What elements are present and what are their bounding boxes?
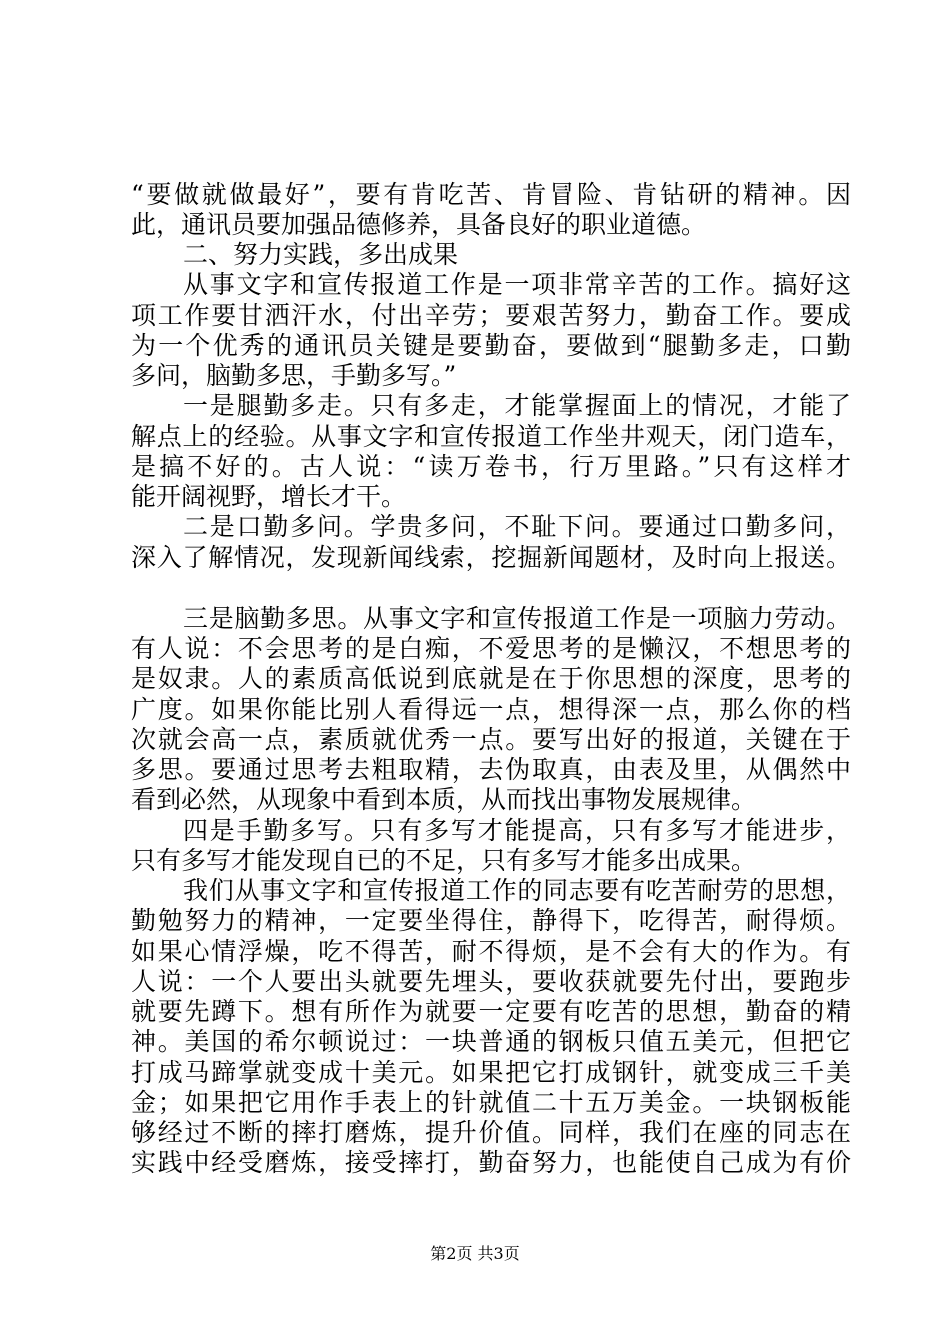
text-line: 从事文字和宣传报道工作是一项非常辛苦的工作。搞好这 — [183, 270, 851, 299]
text-line: 广度。如果你能比别人看得远一点，想得深一点，那么你的档 — [131, 695, 851, 724]
text-line: 解点上的经验。从事文字和宣传报道工作坐井观天，闭门造车， — [131, 422, 851, 451]
text-line: 实践中经受磨炼，接受摔打，勤奋努力，也能使自己成为有价 — [131, 1148, 851, 1177]
text-line: 打成马蹄掌就变成十美元。如果把它打成钢针，就变成三千美 — [131, 1058, 851, 1087]
section-heading: 二、努力实践，多出成果 — [183, 240, 459, 269]
text-line: 为一个优秀的通讯员关键是要勤奋，要做到“腿勤多走，口勤 — [131, 331, 851, 360]
text-line: 深入了解情况，发现新闻线索，挖掘新闻题材，及时向上报送。 — [131, 543, 851, 572]
text-line: 此，通讯员要加强品德修养，具备良好的职业道德。 — [131, 210, 707, 239]
text-line: 四是手勤多写。只有多写才能提高，只有多写才能进步， — [183, 816, 851, 845]
text-line: 勤勉努力的精神，一定要坐得住，静得下，吃得苦，耐得烦。 — [131, 906, 851, 935]
text-line: 三是脑勤多思。从事文字和宣传报道工作是一项脑力劳动。 — [183, 604, 851, 633]
text-line: 如果心情浮燥，吃不得苦，耐不得烦，是不会有大的作为。有 — [131, 937, 851, 966]
page-footer: 第2页 共3页 — [430, 1244, 520, 1263]
text-line: 就要先蹲下。想有所作为就要一定要有吃苦的思想，勤奋的精 — [131, 997, 851, 1026]
text-line: 项工作要甘洒汗水，付出辛劳；要艰苦努力，勤奋工作。要成 — [131, 301, 851, 330]
text-line: 神。美国的希尔顿说过：一块普通的钢板只值五美元，但把它 — [131, 1027, 851, 1056]
text-line: 看到必然，从现象中看到本质，从而找出事物发展规律。 — [131, 785, 757, 814]
text-line: 够经过不断的摔打磨炼，提升价值。同样，我们在座的同志在 — [131, 1118, 851, 1147]
text-line: 多思。要通过思考去粗取精，去伪取真，由表及里，从偶然中 — [131, 755, 851, 784]
text-line: 只有多写才能发现自已的不足，只有多写才能多出成果。 — [131, 846, 757, 875]
text-line: 一是腿勤多走。只有多走，才能掌握面上的情况，才能了 — [183, 391, 851, 420]
text-line: “要做就做最好”，要有肯吃苦、肯冒险、肯钻研的精神。因 — [131, 180, 851, 209]
text-line: 能开阔视野，增长才干。 — [131, 482, 407, 511]
text-line: 次就会高一点，素质就优秀一点。要写出好的报道，关键在于 — [131, 725, 851, 754]
text-line: 二是口勤多问。学贵多问，不耻下问。要通过口勤多问， — [183, 512, 851, 541]
text-line: 多问，脑勤多思，手勤多写。” — [131, 361, 457, 390]
text-line: 我们从事文字和宣传报道工作的同志要有吃苦耐劳的思想， — [183, 876, 851, 905]
text-line: 金；如果把它用作手表上的针就值二十五万美金。一块钢板能 — [131, 1088, 851, 1117]
text-line: 是搞不好的。古人说：“读万卷书，行万里路。”只有这样才 — [131, 452, 851, 481]
text-line: 人说：一个人要出头就要先埋头，要收获就要先付出，要跑步 — [131, 967, 851, 996]
text-line: 有人说：不会思考的是白痴，不爱思考的是懒汉，不想思考的 — [131, 634, 851, 663]
text-line: 是奴隶。人的素质高低说到底就是在于你思想的深度，思考的 — [131, 664, 851, 693]
